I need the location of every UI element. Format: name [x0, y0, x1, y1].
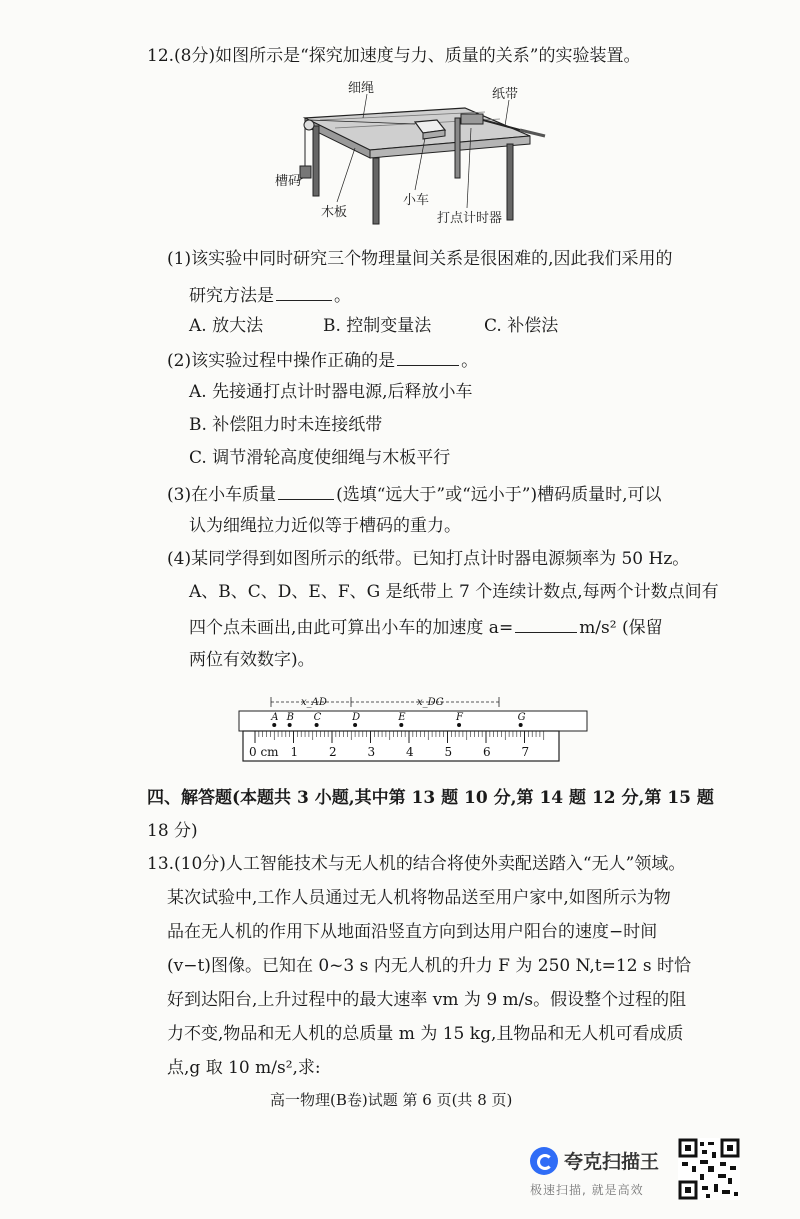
tape-point-dot	[288, 723, 292, 727]
q12-part4-line4: 两位有效数字)。	[189, 650, 315, 670]
scanner-brand-name: 夸克扫描王	[564, 1151, 660, 1173]
section4-title-line1: 四、解答题(本题共 3 小题,其中第 13 题 10 分,第 14 题 12 分,第 15 题	[147, 788, 714, 808]
answer-blank-3[interactable]	[278, 481, 334, 500]
tape-point-label: G	[517, 712, 526, 723]
scanner-logo-icon	[530, 1147, 558, 1175]
label-weights: 槽码	[275, 174, 302, 189]
answer-blank-2[interactable]	[397, 347, 459, 366]
q12-part1-end: 。	[334, 286, 351, 306]
q12-part4-text: 四个点未画出,由此可算出小车的加速度 a=	[189, 618, 514, 638]
ruler-number: 7	[521, 745, 530, 759]
tape-point-label: D	[352, 712, 361, 723]
ruler-number: 4	[406, 745, 414, 759]
q12-part1-option-a: A. 放大法	[189, 316, 264, 336]
q12-part3-line1	[167, 481, 662, 507]
q13-line7: 点,g 取 10 m/s²,求:	[167, 1058, 321, 1078]
tape-point-dot	[353, 723, 357, 727]
q12-part3-line2: 认为细绳拉力近似等于槽码的重力。	[189, 516, 461, 536]
page-footer: 高一物理(B卷)试题 第 6 页(共 8 页)	[270, 1091, 513, 1109]
q13-line6: 力不变,物品和无人机的总质量 m 为 15 kg,且物品和无人机可看成质	[167, 1024, 684, 1044]
x-ad-label: x_AD	[301, 697, 327, 708]
q12-part1-text: 研究方法是	[189, 286, 274, 306]
q12-part4-line2: A、B、C、D、E、F、G 是纸带上 7 个连续计数点,每两个计数点间有	[189, 582, 719, 602]
tape-point-label: A	[271, 712, 279, 723]
section4-title-line2: 18 分)	[147, 821, 198, 841]
tape-point-dot	[272, 723, 276, 727]
q12-part2	[167, 347, 478, 373]
ruler-number: 0 cm	[249, 745, 279, 759]
q12-stem: 12.(8分)如图所示是“探究加速度与力、质量的关系”的实验装置。	[147, 46, 641, 66]
q12-part2-option-a: A. 先接通打点计时器电源,后释放小车	[189, 382, 473, 402]
scanner-brand	[528, 1145, 678, 1205]
q12-part2-option-c: C. 调节滑轮高度使细绳与木板平行	[189, 448, 451, 468]
label-rope: 细绳	[348, 81, 375, 96]
ruler-number: 6	[483, 745, 491, 759]
label-board: 木板	[321, 205, 348, 220]
answer-blank-1[interactable]	[276, 282, 332, 301]
q12-part2-end: 。	[461, 351, 479, 371]
answer-blank-4[interactable]	[515, 614, 577, 633]
q12-part4-text-end: m/s² (保留	[579, 618, 663, 638]
q13-line3: 品在无人机的作用下从地面沿竖直方向到达用户阳台的速度−时间	[167, 922, 658, 942]
ruler-number: 5	[444, 745, 453, 759]
ruler-number: 3	[367, 745, 376, 759]
q13-line2: 某次试验中,工作人员通过无人机将物品送至用户家中,如图所示为物	[167, 888, 671, 908]
q12-part2-option-b: B. 补偿阻力时未连接纸带	[189, 415, 383, 435]
q12-part2-text: (2)该实验过程中操作正确的是	[167, 351, 396, 371]
label-tape: 纸带	[492, 87, 519, 102]
q12-part1-line2	[189, 282, 351, 308]
q13-line1: 13.(10分)人工智能技术与无人机的结合将使外卖配送踏入“无人”领域。	[147, 854, 686, 874]
apparatus-figure	[275, 78, 555, 228]
q12-part1-option-b: B. 控制变量法	[323, 316, 432, 336]
q13-line4: (v−t)图像。已知在 0~3 s 内无人机的升力 F 为 250 N,t=12 s 时恰	[167, 956, 692, 976]
tape-point-label: E	[398, 712, 406, 723]
tape-point-dot	[457, 723, 461, 727]
q12-part4-line3	[189, 614, 663, 640]
q12-part3-text: (3)在小车质量	[167, 485, 277, 505]
q12-part4-line1: (4)某同学得到如图所示的纸带。已知打点计时器电源频率为 50 Hz。	[167, 549, 690, 569]
tape-point-dot	[519, 723, 523, 727]
qr-code-icon	[678, 1138, 740, 1200]
q12-part1-line1: (1)该实验中同时研究三个物理量间关系是很困难的,因此我们采用的	[167, 249, 673, 269]
tape-point-dot	[399, 723, 403, 727]
tape-point-dot	[315, 723, 319, 727]
label-timer: 打点计时器	[437, 211, 503, 226]
x-dg-label: x_DG	[417, 697, 444, 708]
label-cart: 小车	[403, 193, 430, 208]
q13-line5: 好到达阳台,上升过程中的最大速率 vm 为 9 m/s。假设整个过程的阻	[167, 990, 687, 1010]
ruler-number: 1	[290, 745, 299, 759]
tape-point-label: B	[286, 712, 295, 723]
ruler-number: 2	[329, 745, 337, 759]
ruler-tape-figure	[237, 695, 592, 767]
q12-part1-option-c: C. 补偿法	[484, 316, 559, 336]
scanner-brand-slogan: 极速扫描, 就是高效	[530, 1183, 644, 1197]
q12-part3-text-end: (选填“远大于”或“远小于”)槽码质量时,可以	[336, 485, 662, 505]
tape-point-label: F	[456, 712, 464, 723]
tape-point-label: C	[313, 712, 322, 723]
